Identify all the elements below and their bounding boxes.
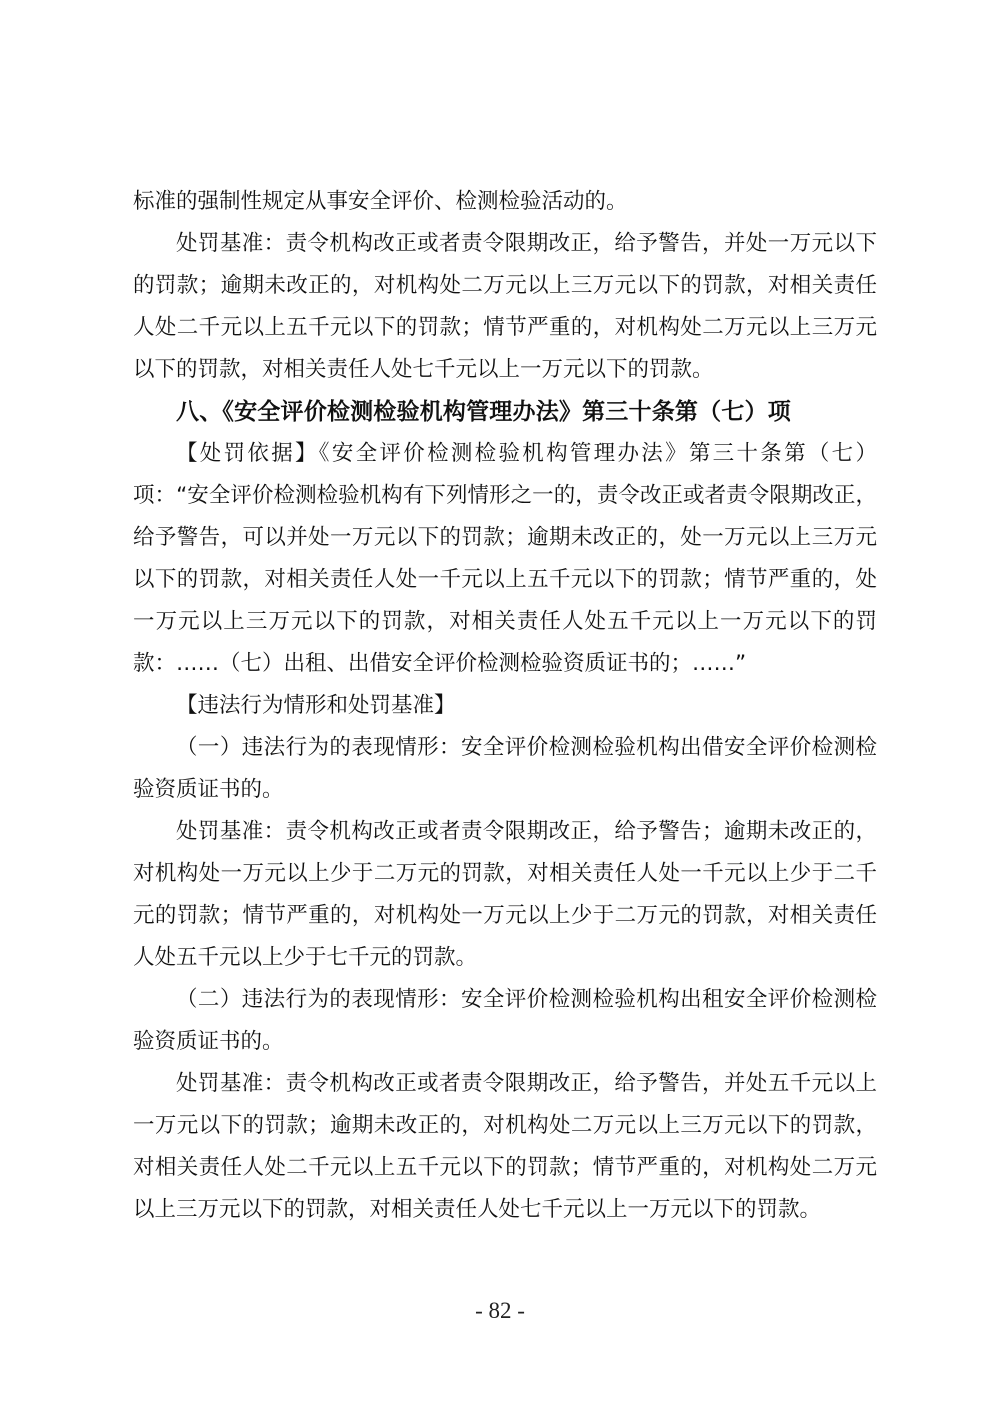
circumstance-two-paragraph: （二）违法行为的表现情形：安全评价检测检验机构出租安全评价检测检验资质证书的。 <box>133 987 877 1054</box>
penalty-basis-paragraph: 【处罚依据】《安全评价检测检验机构管理办法》第三十条第（七）项：“安全评价检测检验机构有下列情形之一的，责令改正或者责令限期改正，给予警告，可以并处一万元以下的罚款；逾期未改正的，处一万元以上三万元以下的罚款，对相关责任人处一千元以上五千元以下的罚款；情节严重的，处一万元以上三万元以下的罚款，对相关责任人处五千元以上一万元以下的罚款：……（七）出租、出借安全评价检测检验资质证书的；……” <box>133 441 877 676</box>
document-body <box>133 181 877 1231</box>
circumstance-one-paragraph: （一）违法行为的表现情形：安全评价检测检验机构出借安全评价检测检验资质证书的。 <box>133 735 877 802</box>
violation-circumstances-label: 【违法行为情形和处罚基准】 <box>176 693 456 718</box>
penalty-benchmark-paragraph: 处罚基准：责令机构改正或者责令限期改正，给予警告，并处一万元以下的罚款；逾期未改正的，对机构处二万元以上三万元以下的罚款，对相关责任人处二千元以上五千元以下的罚款；情节严重的，对机构处二万元以上三万元以下的罚款，对相关责任人处七千元以上一万元以下的罚款。 <box>133 231 877 382</box>
page-number: - 82 - <box>475 1298 525 1323</box>
circumstance-one-benchmark-paragraph: 处罚基准：责令机构改正或者责令限期改正，给予警告；逾期未改正的，对机构处一万元以上少于二万元的罚款，对相关责任人处一千元以上少于二千元的罚款；情节严重的，对机构处一万元以上少于二万元的罚款，对相关责任人处五千元以上少于七千元的罚款。 <box>133 819 877 970</box>
circumstance-two-benchmark-paragraph: 处罚基准：责令机构改正或者责令限期改正，给予警告，并处五千元以上一万元以下的罚款；逾期未改正的，对机构处二万元以上三万元以下的罚款，对相关责任人处二千元以上五千元以下的罚款；情节严重的，对机构处二万元以上三万元以下的罚款，对相关责任人处七千元以上一万元以下的罚款。 <box>133 1071 877 1222</box>
continued-paragraph: 标准的强制性规定从事安全评价、检测检验活动的。 <box>133 189 628 214</box>
section-heading: 八、《安全评价检测检验机构管理办法》第三十条第（七）项 <box>176 398 791 425</box>
